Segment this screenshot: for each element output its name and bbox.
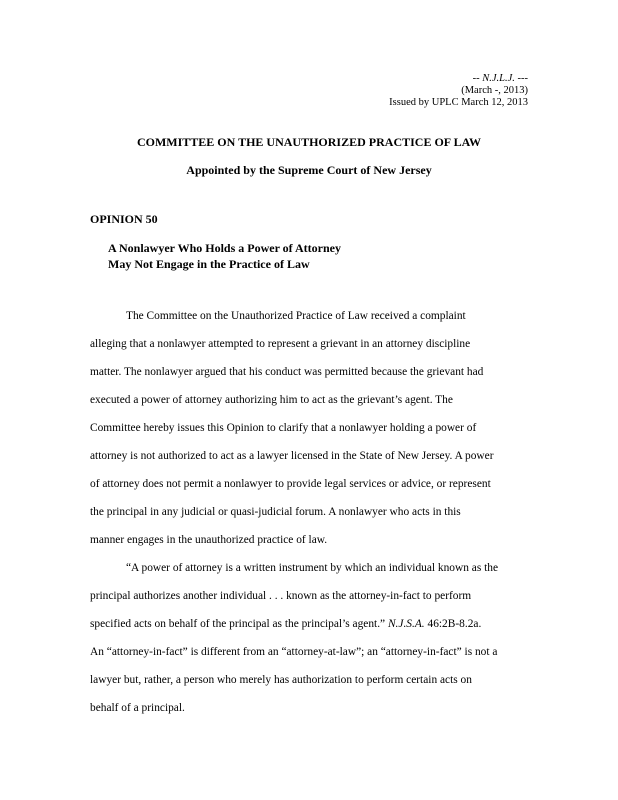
citation-header (389, 73, 528, 109)
appointed-subtitle: Appointed by the Supreme Court of New Jersey (186, 163, 432, 177)
journal-abbrev: N.J.L.J. (482, 73, 515, 84)
issued-date: Issued by UPLC March 12, 2013 (389, 97, 528, 108)
statute-citation: N.J.S.A. (387, 618, 425, 630)
body-line: principal authorizes another individual . . . known as the attorney-in-fact to perform (90, 590, 472, 602)
opinion-subtitle (108, 240, 341, 272)
committee-title: COMMITTEE ON THE UNAUTHORIZED PRACTICE OF LAW (136, 135, 482, 149)
body-line: manner engages in the unauthorized practice of law. (90, 534, 328, 546)
body-line: attorney is not authorized to act as a lawyer licensed in the State of New Jersey. A power (90, 450, 494, 462)
body-line: The Committee on the Unauthorized Practice of Law received a complaint (126, 310, 466, 322)
body-line: lawyer but, rather, a person who merely has authorization to perform certain acts on (90, 674, 472, 686)
opinion-number: OPINION 50 (90, 212, 158, 226)
body-line: matter. The nonlawyer argued that his conduct was permitted because the grievant had (90, 366, 484, 378)
body-line: the principal in any judicial or quasi-judicial forum. A nonlawyer who acts in this (90, 506, 461, 518)
body-line: An “attorney-in-fact” is different from an “attorney-at-law”; an “attorney-in-fact” is not a (90, 646, 498, 658)
body-line: of attorney does not permit a nonlawyer to provide legal services or advice, or represent (90, 478, 491, 490)
body-line: specified acts on behalf of the principal as the principal’s agent.” N.J.S.A. 46:2B-8.2a. (90, 618, 482, 630)
body-line: Committee hereby issues this Opinion to clarify that a nonlawyer holding a power of (90, 422, 477, 434)
body-line: alleging that a nonlawyer attempted to represent a grievant in an attorney discipline (90, 338, 471, 350)
body-line: executed a power of attorney authorizing him to act as the grievant’s agent. The (90, 394, 453, 406)
publication-date: (March -, 2013) (461, 85, 528, 96)
journal-citation: -- N.J.L.J. --- (472, 73, 528, 84)
body-line: behalf of a principal. (90, 702, 185, 714)
body-line: “A power of attorney is a written instrument by which an individual known as the (126, 562, 499, 574)
opinion-subtitle-line: A Nonlawyer Who Holds a Power of Attorney (108, 241, 341, 255)
opinion-subtitle-line: May Not Engage in the Practice of Law (108, 257, 310, 271)
